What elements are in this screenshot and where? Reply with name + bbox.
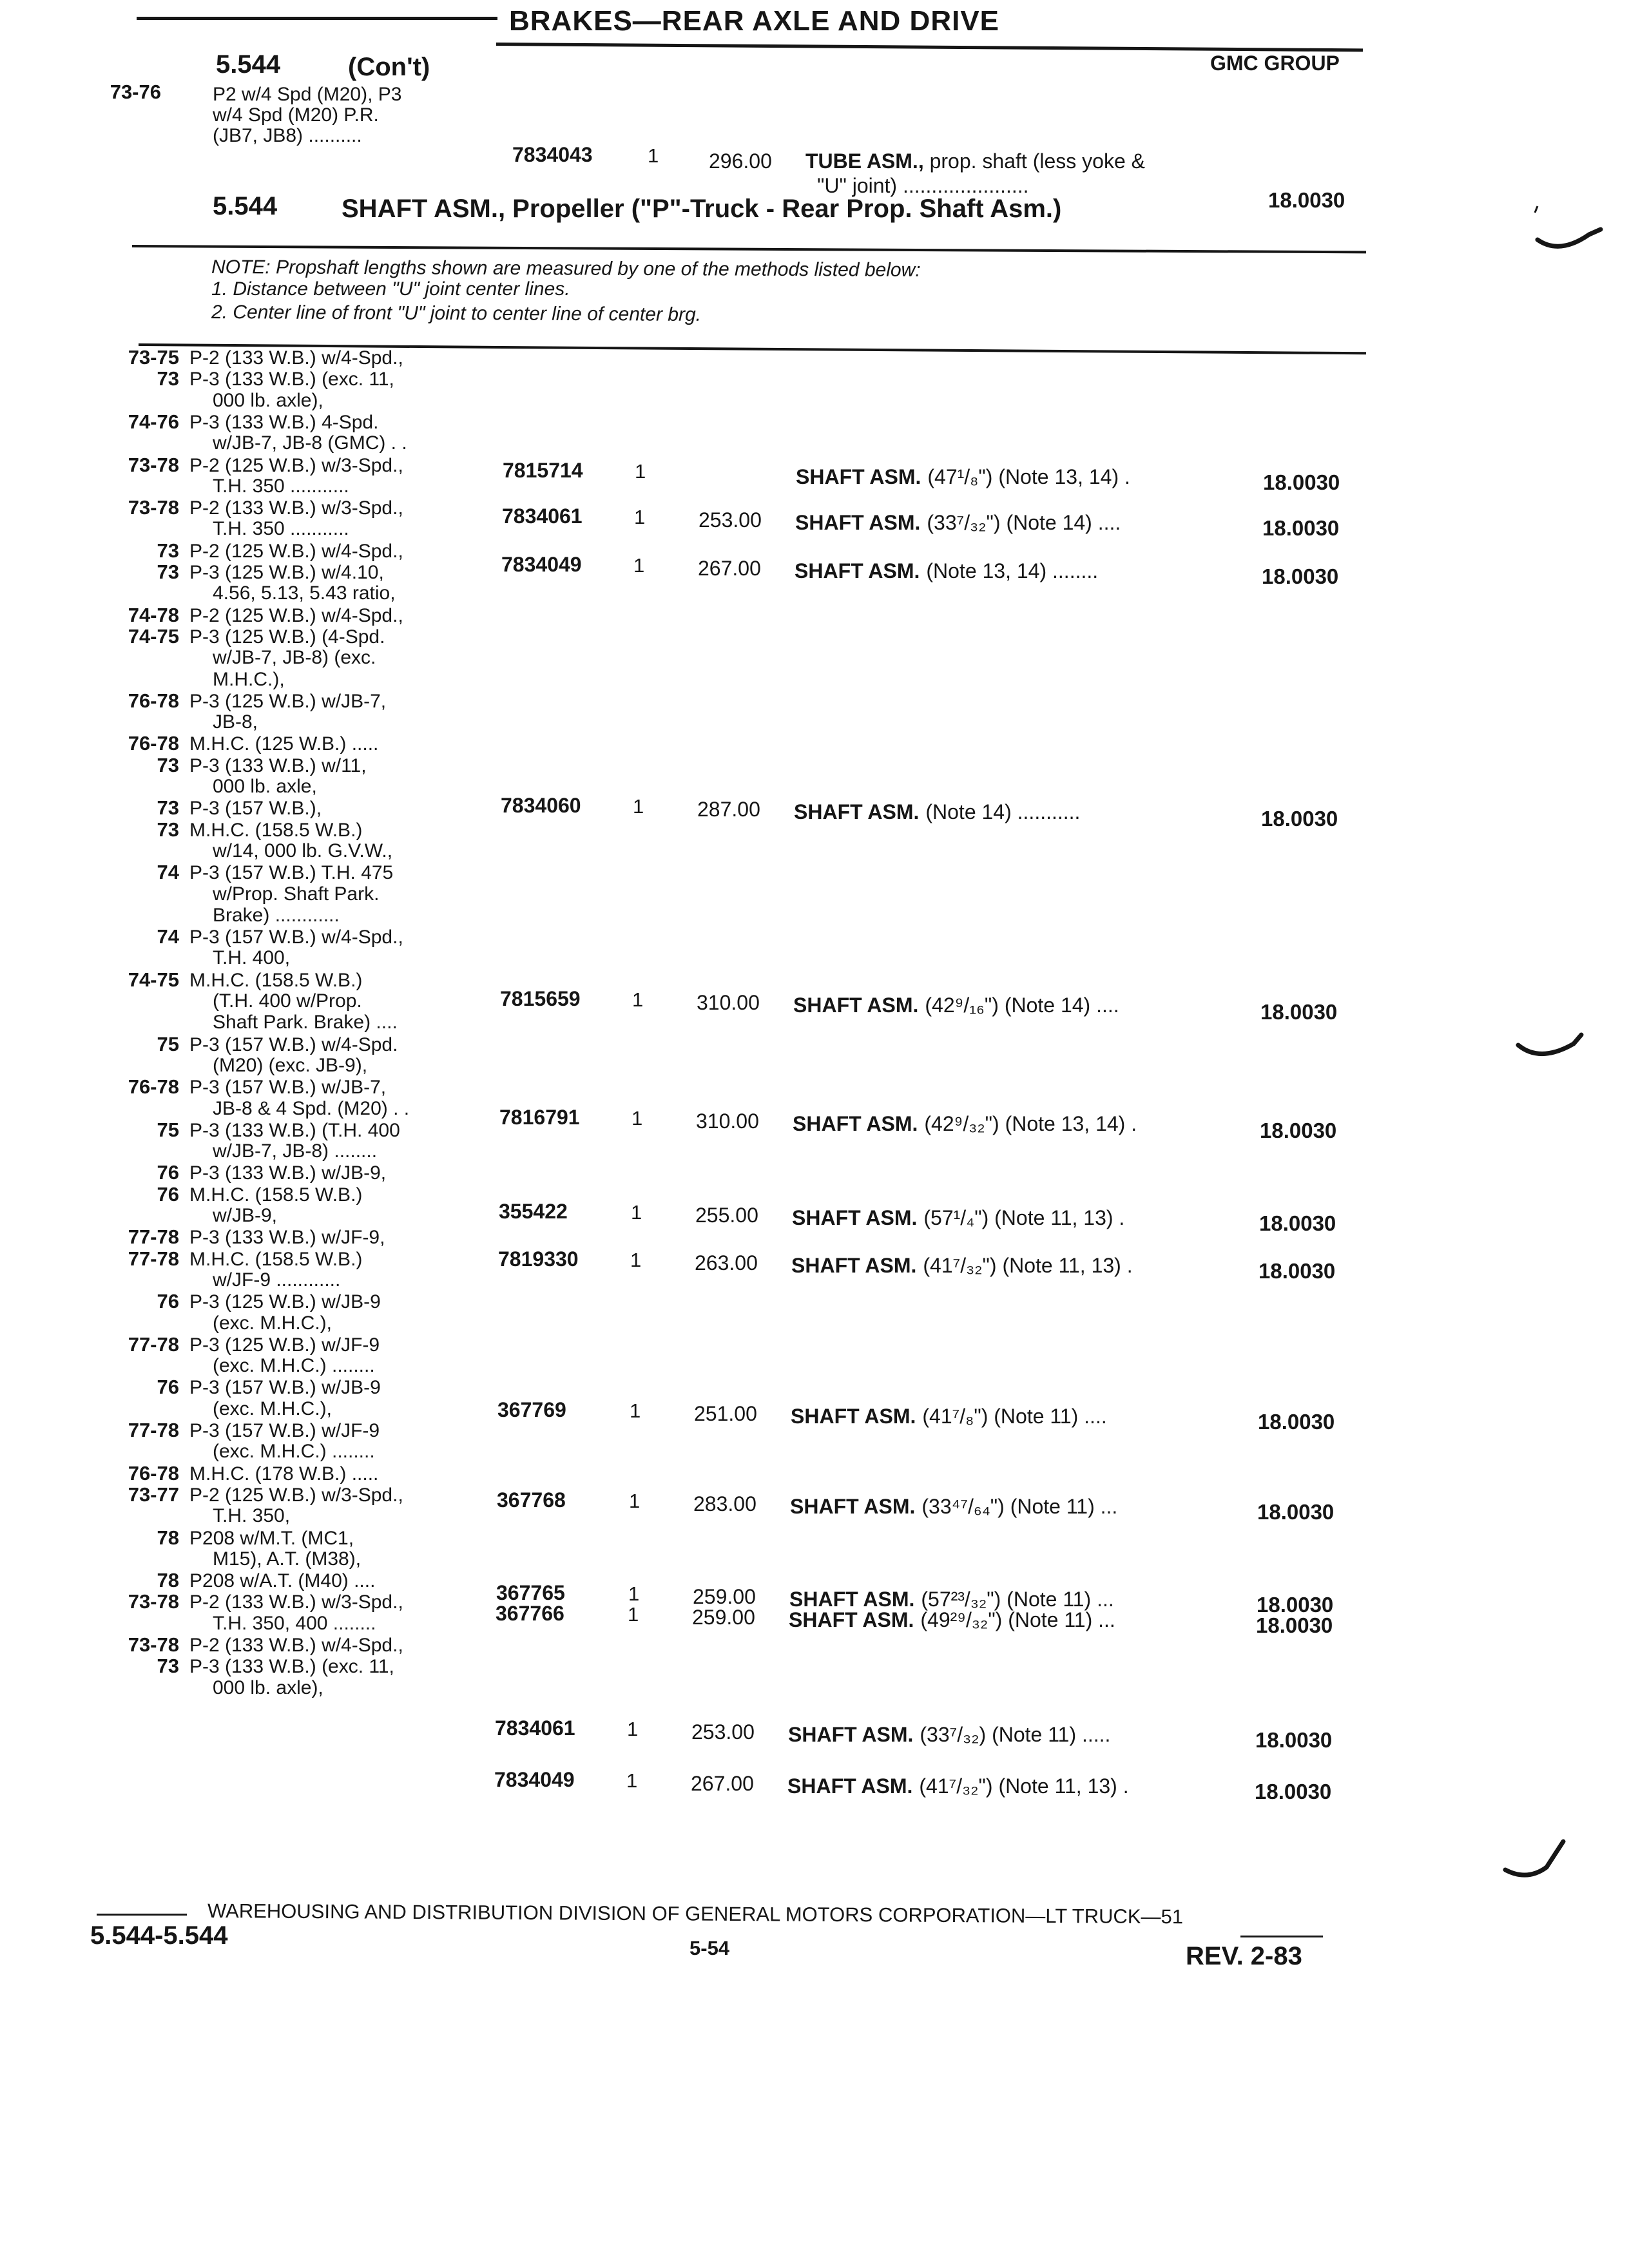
price: 283.00 [693,1492,757,1515]
part-description [787,1774,1129,1798]
group-number: 18.0030 [1262,564,1339,588]
application-row [97,1657,394,1677]
part-number: 355422 [499,1200,568,1223]
application-text: (exc. M.H.C.) ........ [213,1441,375,1463]
application-text: P-3 (157 W.B.) w/JB-7, [189,1077,387,1099]
application-text: P-3 (157 W.B.), [189,798,322,820]
application-row [97,1206,277,1225]
application-text: P-2 (125 W.B.) w/3-Spd., [189,1484,403,1506]
application-text: P208 w/M.T. (MC1, [189,1527,354,1549]
part-desc-detail: (33⁷/₃₂) (Note 11) ..... [920,1723,1111,1746]
model-year: 74-76 [128,410,179,433]
part-desc-detail: (Note 14) ........... [925,800,1081,823]
application-text: (exc. M.H.C.), [213,1398,332,1419]
application-row [97,412,378,432]
model-year: 74-78 [128,603,179,626]
part-number: 7815714 [503,459,583,482]
part-number: 7834060 [501,794,581,817]
quantity: 1 [628,1582,640,1605]
note-line-2: 1. Distance between "U" joint center lines. [211,278,570,300]
quantity: 1 [634,506,646,528]
quantity: 1 [627,1718,639,1740]
application-text: 4.56, 5.13, 5.43 ratio, [213,582,396,604]
model-year: 73 [157,1655,179,1678]
model-year: 73 [157,561,179,583]
quantity: 1 [628,1603,639,1626]
part-desc-name: SHAFT ASM. [789,1588,915,1611]
application-text: P-3 (157 W.B.) w/JF-9 [189,1420,380,1441]
application-row [97,927,403,947]
group-number: 18.0030 [1261,807,1338,831]
application-text: P-2 (125 W.B.) w/3-Spd., [189,454,403,476]
part-description [792,1206,1124,1230]
part-description [790,1495,1117,1519]
application-row [97,948,290,968]
application-text: P-3 (133 W.B.) (exc. 11, [189,1656,394,1678]
application-text: M.H.C. (158.5 W.B.) [189,969,363,991]
application-text: P-3 (157 W.B.) w/4-Spd., [189,927,403,948]
application-text: P208 w/A.T. (M40) .... [189,1570,376,1592]
application-text: T.H. 350 ........... [213,475,349,497]
part-description [795,511,1121,535]
model-year: 78 [157,1569,179,1592]
price: 259.00 [693,1585,756,1608]
tube-description [805,149,1145,173]
price: 253.00 [699,508,762,532]
application-row [97,498,403,518]
footer-rev: REV. 2-83 [1186,1942,1302,1970]
model-year: 73 [157,539,179,562]
application-text: T.H. 350, [213,1505,291,1527]
footer-rule-left [97,1914,187,1916]
application-text: P-3 (125 W.B.) w/JB-7, [189,690,387,712]
footer-range: 5.544-5.544 [90,1921,228,1950]
model-year: 73-75 [128,346,179,369]
application-row [97,603,403,626]
part-number: 7816791 [499,1106,580,1129]
application-row [97,434,407,453]
group-number: 18.0030 [1257,1593,1334,1617]
application-row [97,1550,361,1569]
price: 310.00 [696,1110,759,1133]
application-text: M15), A.T. (M38), [213,1548,361,1570]
quantity: 1 [630,1399,641,1422]
part-desc-detail: (42⁹/₃₂") (Note 13, 14) . [924,1112,1137,1135]
model-year: 77-78 [128,1419,179,1441]
footer-text: WAREHOUSING AND DISTRIBUTION DIVISION OF GENERAL MOTORS CORPORATION—LT TRUCK—51 [207,1899,1184,1928]
application-row [97,713,258,732]
footer-rule-right [1240,1936,1323,1937]
part-description [791,1254,1133,1278]
group-number: 18.0030 [1255,1780,1332,1803]
tube-price: 296.00 [709,149,772,173]
application-text: (M20) (exc. JB-9), [213,1054,368,1076]
part-number: 7834049 [501,553,582,576]
application-row [97,584,396,603]
footer-page: 5-54 [689,1937,730,1959]
application-text: w/JB-7, JB-8) ........ [213,1140,378,1162]
application-row [97,624,385,648]
application-text: w/14, 000 lb. G.V.W., [213,840,393,861]
part-number: 367766 [496,1602,564,1625]
application-text: Brake) ............ [213,904,340,926]
application-row [97,519,349,539]
application-text: JB-8, [213,711,258,733]
application-row [97,453,403,476]
part-desc-name: SHAFT ASM. [795,511,921,534]
model-year: 77-78 [128,1332,179,1356]
tube-app-line-2: w/4 Spd (M20) P.R. [213,104,379,126]
quantity: 1 [626,1769,638,1792]
application-row [97,970,362,990]
application-text: 000 lb. axle, [213,776,317,797]
part-desc-name: SHAFT ASM. [793,994,919,1017]
application-text: P-3 (133 W.B.) w/11, [189,754,367,776]
model-year: 73 [157,753,179,776]
price: 259.00 [692,1606,755,1629]
quantity: 1 [633,554,645,577]
application-row [97,1163,386,1183]
application-text: w/JB-9, [213,1205,278,1226]
application-row [97,691,386,711]
model-year: 76-78 [128,1461,179,1485]
part-desc-detail: (57²³/₃₂") (Note 11) ... [921,1588,1114,1611]
tube-group: 18.0030 [1268,188,1345,212]
application-text: P-2 (133 W.B.) w/4-Spd., [189,347,403,369]
model-year: 76-78 [128,1075,179,1099]
application-row [97,648,376,668]
part-number: 7815659 [500,987,581,1010]
part-desc-name: SHAFT ASM. [791,1254,917,1277]
application-text: M.H.C. (158.5 W.B.) [189,819,363,841]
part-description [791,1405,1107,1428]
application-row [97,1421,380,1441]
part-desc-detail: (33⁴⁷/₆₄") (Note 11) ... [921,1495,1118,1518]
group-number: 18.0030 [1259,1211,1336,1235]
group-number: 18.0030 [1258,1259,1336,1283]
quantity: 1 [632,988,644,1011]
tube-desc-line2: "U" joint) ...................... [817,174,1029,197]
note-line-1: NOTE: Propshaft lengths shown are measured by one of the methods listed below: [211,256,921,281]
part-desc-name: SHAFT ASM. [796,465,921,488]
part-desc-detail: (33⁷/₃₂") (Note 14) .... [927,511,1121,534]
part-desc-detail: (57¹/₄") (Note 11, 13) . [923,1206,1125,1229]
quantity: 1 [635,460,646,483]
price: 255.00 [695,1204,758,1227]
application-row [97,753,367,776]
application-row [97,1678,323,1698]
price: 267.00 [691,1772,754,1795]
group-number: 18.0030 [1263,470,1340,494]
part-description [789,1608,1115,1632]
part-number: 7819330 [498,1247,579,1271]
application-row [97,906,340,925]
part-description [788,1723,1110,1747]
application-row [97,1571,375,1591]
tube-app-line-3: (JB7, JB8) .......... [213,125,362,146]
application-row [97,885,379,904]
application-text: P-3 (125 W.B.) (4-Spd. [189,626,385,648]
application-text: (exc. M.H.C.), [213,1312,332,1334]
part-desc-name: SHAFT ASM. [794,800,920,823]
application-row [97,863,393,883]
model-year: 73 [157,796,179,820]
gmc-group-label: GMC GROUP [1210,52,1340,75]
application-row [97,1271,340,1290]
note-line-3: 2. Center line of front "U" joint to center line of center brg. [211,302,702,325]
application-text: P-3 (133 W.B.) w/JF-9, [189,1227,385,1249]
quantity: 1 [630,1249,642,1271]
application-row [97,1461,379,1485]
application-row [97,798,322,818]
check-mark-icon [1514,1031,1585,1076]
tube-desc-bold: TUBE ASM., [805,149,924,173]
part-desc-name: SHAFT ASM. [795,559,920,582]
application-row [97,1399,332,1419]
quantity: 1 [633,795,644,818]
tube-app-line-1: P2 w/4 Spd (M20), P3 [213,84,402,105]
application-text: T.H. 350, 400 ........ [213,1612,376,1634]
application-row [97,1056,367,1075]
section2-rule [132,245,1366,253]
part-description [796,465,1130,489]
application-text: P-3 (133 W.B.) (T.H. 400 [189,1119,400,1141]
application-text: M.H.C. (125 W.B.) ..... [189,733,379,755]
application-text: P-3 (157 W.B.) w/4-Spd. [189,1033,398,1055]
application-row [97,1528,354,1548]
part-desc-name: SHAFT ASM. [790,1495,916,1518]
application-row [97,391,323,410]
application-text: P-3 (133 W.B.) (exc. 11, [189,369,394,390]
model-year: 76 [157,1376,179,1399]
quantity: 1 [631,1201,642,1224]
model-year: 73-78 [128,1590,179,1613]
application-text: P-3 (125 W.B.) w/JF-9 [189,1334,380,1356]
application-text: M.H.C.), [213,668,285,690]
application-row [97,670,285,689]
application-text: P-3 (157 W.B.) w/JB-9 [189,1377,381,1399]
application-row [97,1592,403,1612]
application-text: (exc. M.H.C.) ........ [213,1355,375,1377]
application-row [97,477,349,496]
part-desc-detail: (47¹/₈") (Note 13, 14) . [927,465,1130,488]
application-row [97,1077,386,1097]
model-year: 73 [157,367,179,390]
part-desc-detail: (41⁷/₃₂") (Note 11, 13) . [923,1254,1133,1277]
application-text: w/JB-7, JB-8 (GMC) . . [213,432,407,454]
application-text: P-3 (125 W.B.) w/4.10, [189,562,384,583]
tube-entry-years [97,82,161,102]
price: 310.00 [697,991,760,1014]
application-row [97,1506,290,1526]
application-text: P-3 (133 W.B.) w/JB-9, [189,1162,387,1184]
part-desc-name: SHAFT ASM. [791,1405,916,1428]
model-year: 76 [157,1290,179,1313]
application-row [97,1099,409,1119]
part-number: 367769 [497,1398,566,1421]
model-year: 73-78 [128,496,179,519]
part-desc-detail: (41⁷/₈") (Note 11) .... [922,1405,1107,1428]
page-header-title: BRAKES—REAR AXLE AND DRIVE [509,5,1000,37]
application-text: P-3 (133 W.B.) 4-Spd. [189,411,379,433]
model-year: 76-78 [128,732,179,755]
group-number: 18.0030 [1258,1410,1335,1434]
price: 253.00 [691,1720,755,1744]
application-row [97,1614,376,1633]
price: 263.00 [695,1251,758,1274]
application-text: M.H.C. (178 W.B.) ..... [189,1463,379,1485]
application-row [97,1332,380,1356]
group-number: 18.0030 [1257,1500,1335,1524]
part-desc-name: SHAFT ASM. [788,1723,914,1746]
price: 251.00 [694,1402,757,1425]
application-text: M.H.C. (158.5 W.B.) [189,1248,363,1270]
quantity: 1 [631,1107,643,1129]
application-text: (T.H. 400 w/Prop. [213,990,362,1012]
tube-desc-rest: prop. shaft (less yoke & [929,149,1145,173]
application-text: P-2 (133 W.B.) w/3-Spd., [189,497,403,519]
model-year: 73-78 [128,453,179,476]
model-year: 73-78 [128,1633,179,1656]
part-number: 367768 [497,1488,566,1512]
quantity: 1 [629,1490,641,1512]
section-cont: (Con't) [348,53,430,81]
model-year: 76 [157,1182,179,1206]
part-number: 7834061 [502,505,583,528]
application-row [97,541,403,561]
application-row [97,1356,375,1376]
part-description [793,994,1119,1017]
part-desc-name: SHAFT ASM. [792,1206,918,1229]
section2-title: SHAFT ASM., Propeller ("P"-Truck - Rear Prop. Shaft Asm.) [342,195,1062,223]
application-row [97,1120,400,1140]
model-year: 73-77 [128,1483,179,1506]
part-desc-detail: (41⁷/₃₂") (Note 11, 13) . [919,1774,1129,1798]
part-desc-detail: (42⁹/₁₆") (Note 14) .... [925,994,1119,1017]
application-text: w/JF-9 ............ [213,1269,341,1291]
application-row [97,1635,403,1655]
price: 267.00 [698,557,761,580]
group-number: 18.0030 [1262,516,1340,540]
application-text: Shaft Park. Brake) .... [213,1012,398,1033]
part-number: 7834049 [494,1768,575,1791]
application-text: P-2 (125 W.B.) w/4-Spd., [189,540,403,562]
part-description [794,800,1080,824]
model-year: 77-78 [128,1225,179,1249]
application-row [97,1142,377,1161]
application-row [97,1292,381,1312]
group-number: 18.0030 [1256,1613,1333,1637]
part-description [795,559,1098,583]
model-year: 74 [157,925,179,948]
application-text: P-2 (133 W.B.) w/4-Spd., [189,1635,403,1656]
part-description [793,1112,1137,1136]
application-row [97,1485,403,1505]
application-row [97,562,384,582]
application-text: 000 lb. axle), [213,1677,323,1698]
application-row [97,369,394,389]
model-year: 76 [157,1161,179,1184]
model-year: 77-78 [128,1247,179,1270]
part-desc-detail: (Note 13, 14) ........ [926,559,1099,582]
model-year: 74 [157,861,179,884]
application-row [97,777,317,796]
top-rule-left [137,17,497,20]
check-mark-icon [1501,1836,1572,1888]
model-year: 76-78 [128,689,179,712]
header-underline [496,43,1363,52]
application-text: T.H. 400, [213,947,291,969]
tube-qty: 1 [648,144,659,167]
application-row [97,841,392,861]
application-row [97,734,378,754]
application-row [97,1013,398,1032]
check-mark-icon [1534,193,1605,264]
application-row [97,1378,381,1398]
tube-years: 73-76 [110,81,161,103]
application-row [97,1249,362,1269]
application-row [97,1227,385,1247]
application-row [97,348,403,368]
group-number: 18.0030 [1260,1119,1337,1142]
application-text: w/JB-7, JB-8) (exc. [213,647,376,669]
application-row [97,992,362,1011]
model-year: 75 [157,1032,179,1055]
application-row [97,1314,332,1333]
part-desc-name: SHAFT ASM. [787,1774,913,1798]
part-desc-name: SHAFT ASM. [789,1608,914,1631]
part-number: 7834061 [495,1716,575,1740]
application-text: 000 lb. axle), [213,389,323,411]
part-desc-detail: (49²⁹/₃₂") (Note 11) ... [920,1608,1115,1631]
application-text: P-2 (125 W.B.) w/4-Spd., [189,604,403,626]
model-year: 73 [157,818,179,841]
application-text: M.H.C. (158.5 W.B.) [189,1184,363,1206]
group-number: 18.0030 [1260,1000,1338,1024]
application-text: T.H. 350 ........... [213,518,349,540]
application-text: P-2 (133 W.B.) w/3-Spd., [189,1591,403,1613]
model-year: 74-75 [128,968,179,991]
model-year: 78 [157,1526,179,1549]
application-row [97,1182,363,1206]
part-number: 367765 [496,1581,565,1604]
part-desc-name: SHAFT ASM. [793,1112,918,1135]
model-year: 75 [157,1118,179,1141]
model-year: 74-75 [128,624,179,648]
application-row [97,1032,398,1055]
tube-part-number: 7834043 [512,143,593,166]
section2-number: 5.544 [213,192,278,220]
group-number: 18.0030 [1255,1728,1333,1752]
application-row [97,1442,375,1461]
application-text: w/Prop. Shaft Park. [213,883,380,905]
application-text: P-3 (125 W.B.) w/JB-9 [189,1291,381,1313]
application-row [97,820,362,840]
price: 287.00 [697,798,760,821]
section-number: 5.544 [216,50,281,79]
application-text: P-3 (157 W.B.) T.H. 475 [189,862,394,884]
application-text: JB-8 & 4 Spd. (M20) . . [213,1097,410,1119]
